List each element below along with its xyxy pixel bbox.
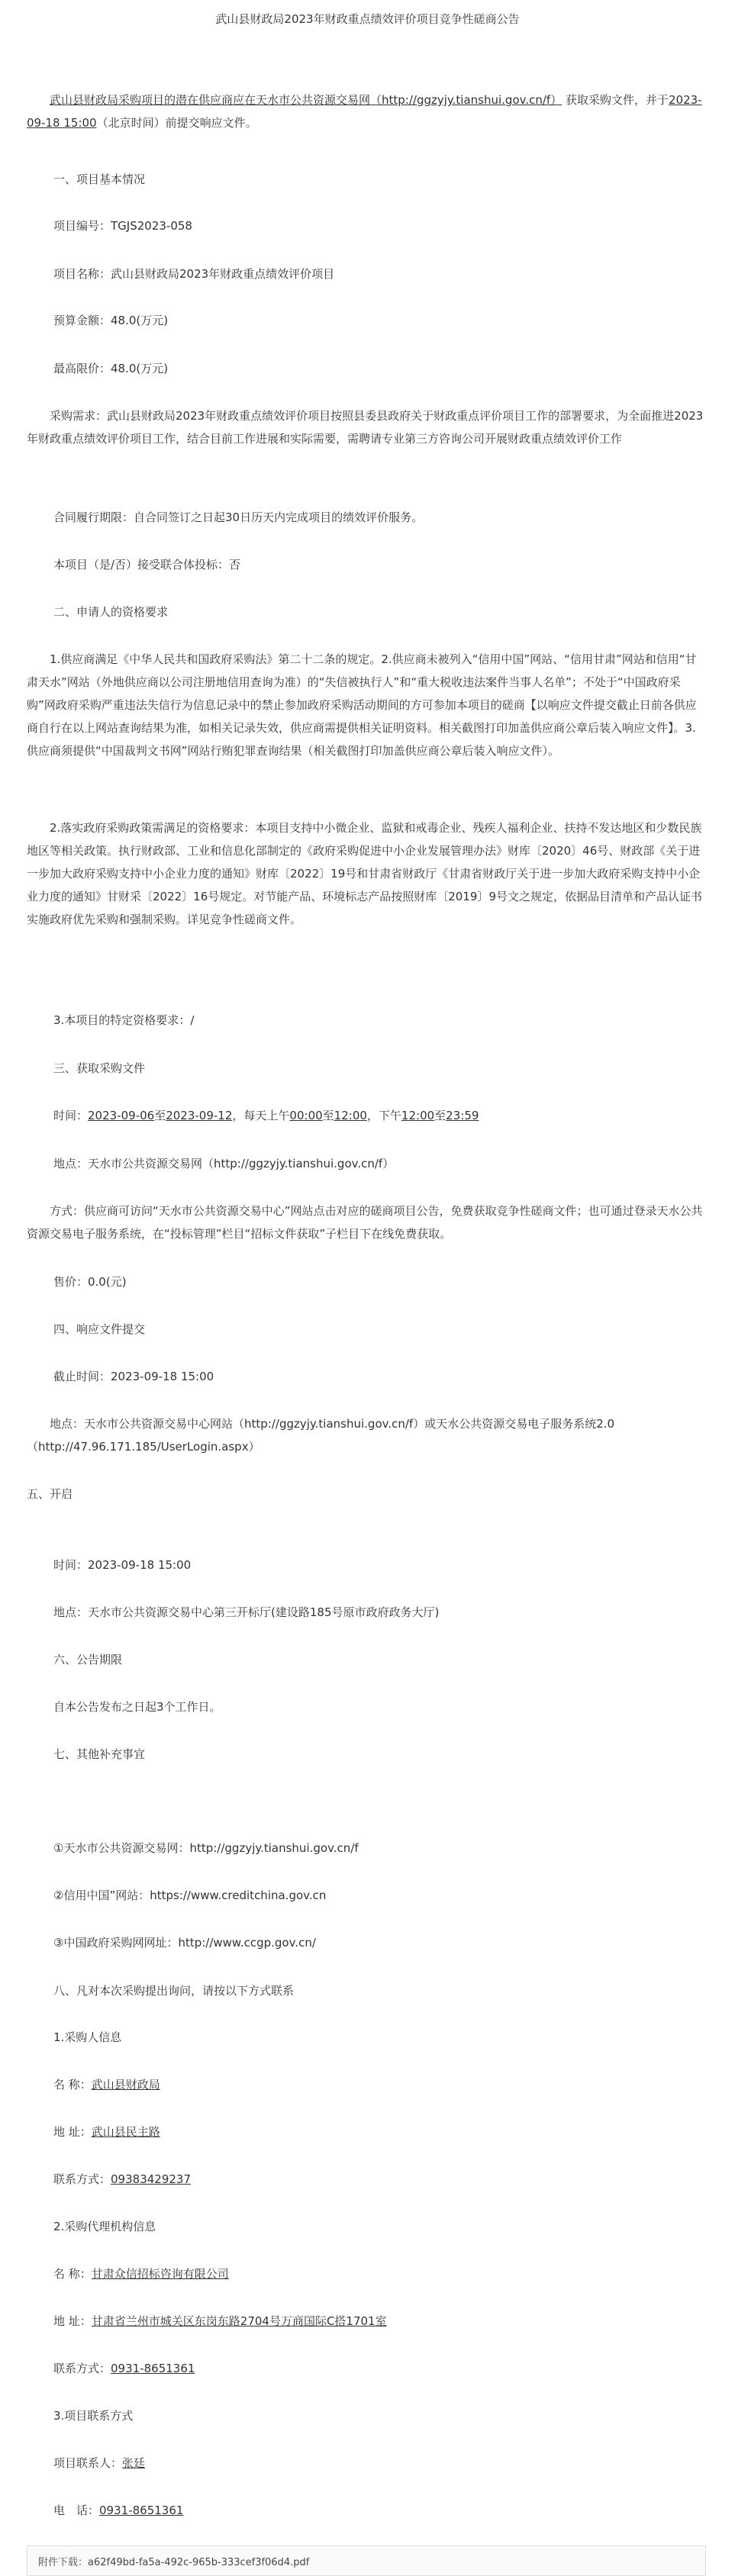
acquire-pm-sep: 至 bbox=[434, 1109, 446, 1122]
intro-text-a: 武山县财政局采购项目的潜在供应商应在天水市公共资源交易网（http://ggzyjy.tianshui.gov.cn/f） bbox=[50, 93, 563, 107]
buyer-address-label: 地 址： bbox=[53, 2125, 92, 2139]
attachment-box bbox=[27, 2545, 706, 2576]
project-contact-person bbox=[53, 2452, 145, 2475]
budget-amount: 预算金额：48.0(万元) bbox=[53, 314, 169, 327]
section-6-heading: 六、公告期限 bbox=[53, 1653, 123, 1666]
acquire-date-end: 2023-09-12 bbox=[166, 1109, 233, 1122]
project-name: 项目名称：武山县财政局2023年财政重点绩效评价项目 bbox=[53, 267, 335, 281]
acquire-date-start: 2023-09-06 bbox=[88, 1109, 155, 1122]
intro-paragraph bbox=[27, 89, 706, 134]
opening-time: 时间：2023-09-18 15:00 bbox=[53, 1558, 192, 1572]
acquire-am-sep: 至 bbox=[322, 1109, 334, 1122]
page-title: 武山县财政局2023年财政重点绩效评价项目竞争性磋商公告 bbox=[215, 12, 520, 26]
project-contact-phone-value: 0931-8651361 bbox=[99, 2504, 184, 2517]
agent-address-value: 甘肃省兰州市城关区东岗东路2704号万商国际C搭1701室 bbox=[91, 2314, 387, 2328]
section-8-heading: 八、凡对本次采购提出询问，请按以下方式联系 bbox=[53, 1984, 295, 1998]
section-4-heading: 四、响应文件提交 bbox=[53, 1322, 146, 1336]
agent-info-heading: 2.采购代理机构信息 bbox=[53, 2220, 156, 2233]
project-contact-heading: 3.项目联系方式 bbox=[53, 2409, 134, 2423]
project-contact-phone-label: 电 话： bbox=[53, 2504, 100, 2517]
project-contact-person-value: 张廷 bbox=[122, 2456, 146, 2470]
acquire-pm-start: 12:00 bbox=[401, 1109, 435, 1122]
agent-contact-label: 联系方式： bbox=[53, 2362, 111, 2375]
max-price: 最高限价：48.0(万元) bbox=[53, 362, 169, 375]
buyer-name-label: 名 称： bbox=[53, 2078, 92, 2091]
agent-address-label: 地 址： bbox=[53, 2314, 92, 2328]
opening-place: 地点：天水市公共资源交易中心第三开标厅(建设路185号原市政府政务大厅) bbox=[53, 1605, 440, 1619]
acquire-date-sep: 至 bbox=[154, 1109, 166, 1122]
buyer-info-heading: 1.采购人信息 bbox=[53, 2030, 122, 2044]
procurement-requirement: 采购需求：武山县财政局2023年财政重点绩效评价项目按照县委县政府关于财政重点评价项目工作的部署要求，为全面推进2023年财政重点绩效评价项目工作，结合目前工作进展和实际需要，需聘请专业第三方咨询公司开展财政重点绩效评价工作 bbox=[27, 409, 704, 446]
submission-deadline: 截止时间：2023-09-18 15:00 bbox=[53, 1370, 214, 1383]
section-1-heading: 一、项目基本情况 bbox=[53, 172, 146, 186]
buyer-name-value: 武山县财政局 bbox=[91, 2078, 160, 2091]
attachment-download-link[interactable]: 附件下载：a62f49bd-fa5a-492c-965b-333cef3f06d4.pdf bbox=[38, 2557, 310, 2568]
agent-address bbox=[53, 2310, 387, 2333]
acquire-am-label: ，每天上午 bbox=[232, 1109, 290, 1122]
section-3-heading: 三、获取采购文件 bbox=[53, 1061, 146, 1075]
intro-deadline: 2023-09-18 15:00 bbox=[27, 93, 702, 130]
agent-contact-value: 0931-8651361 bbox=[111, 2362, 195, 2375]
buyer-contact bbox=[53, 2168, 191, 2191]
qualification-2: 2.落实政府采购政策需满足的资格要求：本项目支持中小微企业、监狱和戒毒企业、残疾人福利企业、扶持不发达地区和少数民族地区等相关政策。执行财政部、工业和信息化部制定的《政府采购促进中小企业发展管理办法》财库〔2020〕46号、财政部《关于进一步加大政府采购支持中小企业力度的通知》财库〔2022〕19号和甘肃省财政厅《甘肃省财政厅关于进一步加大政府采购支持中小企业力度的通知》甘财采〔2022〕16号规定。对节能产品、环境标志产品按照财库〔2019〕9号文之规定，依据品目清单和产品认证书实施政府优先采购和强制采购。详见竞争性磋商文件。 bbox=[27, 821, 702, 926]
acquire-am-end: 12:00 bbox=[334, 1109, 367, 1122]
agent-name-value: 甘肃众信招标咨询有限公司 bbox=[91, 2267, 229, 2281]
link-creditchina: ②信用中国”网站：https://www.creditchina.gov.cn bbox=[53, 1889, 327, 1902]
qualification-1: 1.供应商满足《中华人民共和国政府采购法》第二十二条的规定。2.供应商未被列入“信用中国”网站、“信用甘肃”网站和信用“甘肃天水”网站（外地供应商以公司注册地信用查询为准）的“失信被执行人”和“重大税收违法案件当事人名单”；不处于“中国政府采购”网政府采购严重违法失信行为信息记录中的禁止参加政府采购活动期间的方可参加本项目的磋商【以响应文件提交截止日前各供应商自行在以上网站查询结果为准，如相关记录失效，供应商需提供相关证明资料。相关截图打印加盖供应商公章后装入响应文件】。3.供应商须提供“中国裁判文书网”网站行贿犯罪查询结果（相关截图打印加盖供应商公章后装入响应文件）。 bbox=[27, 652, 697, 758]
acquire-place: 地点：天水市公共资源交易网（http://ggzyjy.tianshui.gov.cn/f） bbox=[53, 1157, 395, 1170]
agent-contact bbox=[53, 2357, 195, 2380]
section-7-heading: 七、其他补充事宜 bbox=[53, 1747, 146, 1761]
agent-name-label: 名 称： bbox=[53, 2267, 92, 2281]
agent-name bbox=[53, 2262, 229, 2285]
acquire-time bbox=[53, 1104, 479, 1127]
buyer-address-value: 武山县民主路 bbox=[91, 2125, 160, 2139]
acquire-pm-label: ，下午 bbox=[366, 1109, 401, 1122]
intro-text-d: （北京时间）前提交响应文件。 bbox=[96, 116, 257, 130]
project-contact-person-label: 项目联系人： bbox=[53, 2456, 123, 2470]
section-5-heading: 五、开启 bbox=[27, 1487, 73, 1501]
buyer-contact-value: 09383429237 bbox=[111, 2172, 191, 2186]
acquire-pm-end: 23:59 bbox=[446, 1109, 479, 1122]
consortium-note: 本项目（是/否）接受联合体投标：否 bbox=[53, 558, 241, 572]
document-price: 售价：0.0(元) bbox=[53, 1275, 127, 1289]
acquire-am-start: 00:00 bbox=[289, 1109, 323, 1122]
project-contact-phone bbox=[53, 2499, 183, 2522]
link-tianshui: ①天水市公共资源交易网：http://ggzyjy.tianshui.gov.cn/f bbox=[53, 1841, 359, 1855]
project-number: 项目编号：TGJS2023-058 bbox=[53, 219, 192, 233]
buyer-name bbox=[53, 2073, 160, 2096]
acquire-time-label: 时间： bbox=[53, 1109, 89, 1122]
section-2-heading: 二、申请人的资格要求 bbox=[53, 605, 169, 619]
contract-period: 合同履行期限：自合同签订之日起30日历天内完成项目的绩效评价服务。 bbox=[53, 510, 424, 524]
buyer-address bbox=[53, 2120, 160, 2143]
acquire-method: 方式：供应商可访问“天水市公共资源交易中心”网站点击对应的磋商项目公告，免费获取竞争性磋商文件；也可通过登录天水公共资源交易电子服务系统，在“投标管理”栏目“招标文件获取”子栏目下在线免费获取。 bbox=[27, 1204, 703, 1241]
buyer-contact-label: 联系方式： bbox=[53, 2172, 111, 2186]
link-ccgp: ③中国政府采购网网址：http://www.ccgp.gov.cn/ bbox=[53, 1936, 316, 1950]
qualification-3: 3.本项目的特定资格要求：/ bbox=[53, 1013, 195, 1027]
intro-text-b: 获取采购文件，并于 bbox=[565, 93, 669, 107]
notice-period: 自本公告发布之日起3个工作日。 bbox=[53, 1700, 221, 1714]
submission-place: 地点：天水市公共资源交易中心网站（http://ggzyjy.tianshui.gov.cn/f）或天水公共资源交易电子服务系统2.0（http://47.96.171.185/UserLogin.aspx） bbox=[27, 1417, 615, 1454]
